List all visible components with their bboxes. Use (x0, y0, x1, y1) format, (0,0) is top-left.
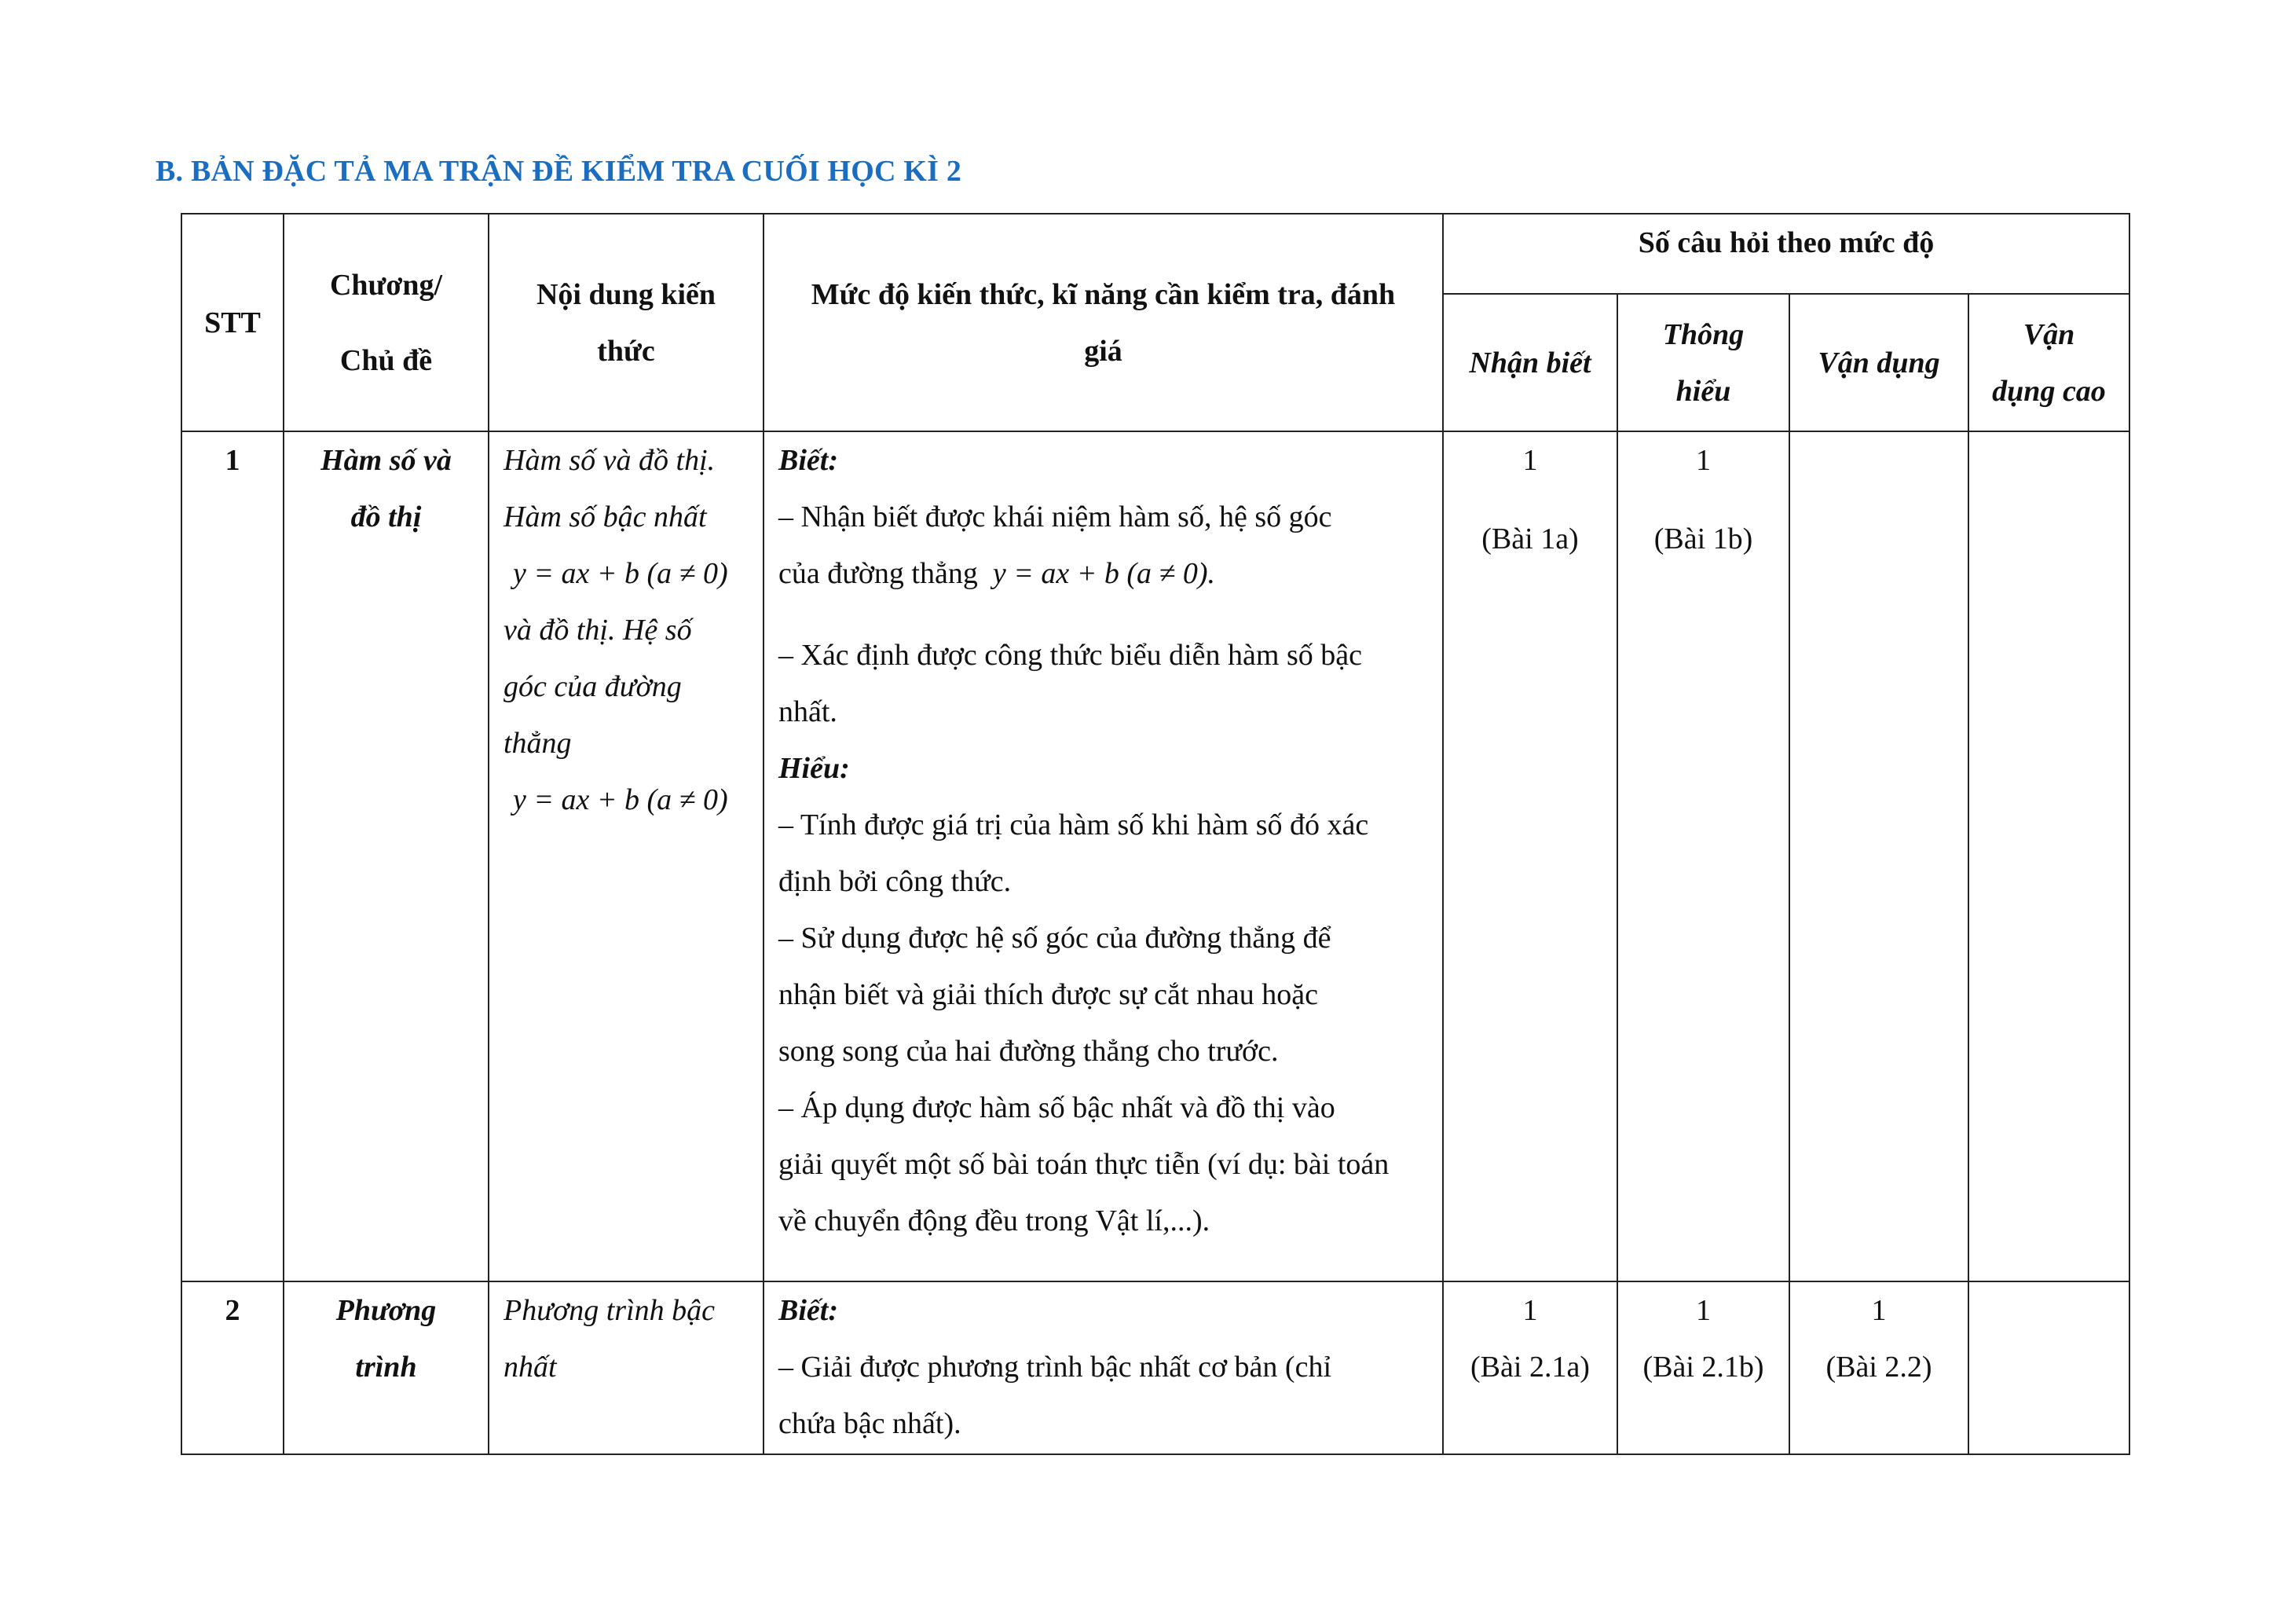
row-apply (1789, 1281, 1968, 1454)
row-content-line1: Phương trình bậc (504, 1294, 715, 1327)
row-chapter-line2: trình (355, 1351, 417, 1384)
header-apply (1789, 294, 1968, 431)
row-stt-value: 1 (225, 444, 240, 477)
row-content-formula2: y = ax + b (a ≠ 0) (513, 783, 728, 816)
understand-ref: (Bài 1b) (1653, 522, 1753, 555)
header-apply-high-line2: dụng cao (1992, 374, 2106, 408)
understand-count: 1 (1696, 444, 1711, 477)
header-question-count-label: Số câu hỏi theo mức độ (1638, 226, 1935, 259)
apply-ref: (Bài 2.2) (1825, 1351, 1932, 1384)
und-item-3a: – Áp dụng được hàm số bậc nhất và đồ thị vào (778, 1091, 1335, 1124)
row-chapter-line2: đồ thị (350, 500, 422, 533)
header-apply-high-line1: Vận (2023, 317, 2075, 351)
header-understand (1617, 294, 1789, 431)
row-chapter-line1: Phương (335, 1294, 437, 1327)
header-understand-line1: Thông (1662, 317, 1745, 351)
header-level-description-line1: Mức độ kiến thức, kĩ năng cần kiểm tra, đánh (811, 277, 1396, 311)
header-recognize (1443, 294, 1617, 431)
und-item-2b: nhận biết và giải thích được sự cắt nhau hoặc (778, 978, 1319, 1011)
row-recognize (1443, 431, 1617, 1281)
header-stt (181, 214, 284, 431)
spec-matrix-table (181, 213, 2130, 1455)
header-content-line1: Nội dung kiến (536, 277, 716, 311)
row-stt (181, 431, 284, 1281)
know-item-1a: – Giải được phương trình bậc nhất cơ bản (chỉ (778, 1351, 1332, 1384)
header-row-1 (181, 214, 2129, 294)
recognize-ref: (Bài 1a) (1481, 522, 1579, 555)
und-item-2a: – Sử dụng được hệ số góc của đường thẳng để (778, 922, 1331, 955)
row-apply (1789, 431, 1968, 1281)
und-item-3b: giải quyết một số bài toán thực tiễn (ví dụ: bài toán (778, 1148, 1390, 1181)
header-content (489, 214, 764, 431)
header-stt-label: STT (204, 306, 261, 339)
row-apply-high (1968, 431, 2129, 1281)
row-understand (1617, 431, 1789, 1281)
und-item-1b: định bởi công thức. (778, 865, 1012, 898)
header-level-description-line2: giá (1084, 334, 1122, 368)
know-label: Biết: (778, 444, 838, 477)
header-chapter (284, 214, 489, 431)
row-content-line3: và đồ thị. Hệ số (504, 614, 692, 647)
know-item-1-formula: y = ax + b (a ≠ 0). (992, 557, 1216, 590)
page-title: B. BẢN ĐẶC TẢ MA TRẬN ĐỀ KIỂM TRA CUỐI HỌC KÌ 2 (156, 155, 962, 188)
row-content (489, 1281, 764, 1454)
recognize-count: 1 (1522, 1294, 1538, 1327)
row-level-description (764, 431, 1443, 1281)
row-level-description (764, 1281, 1443, 1454)
header-chapter-line2: Chủ đề (339, 343, 433, 377)
und-item-1a: – Tính được giá trị của hàm số khi hàm số đó xác (778, 808, 1369, 841)
row-chapter (284, 1281, 489, 1454)
understand-label: Hiểu: (778, 752, 850, 785)
know-item-1b-text: của đường thẳng (778, 557, 978, 590)
row-content-line1: Hàm số và đồ thị. (504, 444, 716, 477)
recognize-count: 1 (1522, 444, 1538, 477)
row-content-formula: y = ax + b (a ≠ 0) (513, 557, 728, 590)
table-row (181, 431, 2129, 1281)
row-content-line2: Hàm số bậc nhất (504, 500, 707, 533)
header-understand-line2: hiểu (1675, 374, 1731, 408)
row-content-line5: thẳng (504, 727, 572, 760)
know-item-1a: – Nhận biết được khái niệm hàm số, hệ số góc (778, 500, 1332, 533)
row-chapter-line1: Hàm số và (320, 444, 452, 477)
row-understand (1617, 1281, 1789, 1454)
header-apply-label: Vận dụng (1818, 346, 1940, 379)
row-content (489, 431, 764, 1281)
understand-ref: (Bài 2.1b) (1642, 1351, 1764, 1384)
know-item-1b (778, 545, 1428, 602)
understand-count: 1 (1696, 1294, 1711, 1327)
header-content-line2: thức (597, 334, 655, 368)
row-apply-high (1968, 1281, 2129, 1454)
row-stt-value: 2 (225, 1294, 240, 1327)
und-item-3c: về chuyển động đều trong Vật lí,...). (778, 1204, 1210, 1237)
know-label: Biết: (778, 1294, 838, 1327)
row-content-line2: nhất (504, 1351, 557, 1384)
row-recognize (1443, 1281, 1617, 1454)
row-content-line4: góc của đường (504, 670, 682, 703)
know-item-1b: chứa bậc nhất). (778, 1407, 961, 1440)
know-item-2a: – Xác định được công thức biểu diễn hàm số bậc (778, 639, 1362, 672)
know-item-2b: nhất. (778, 695, 837, 728)
header-chapter-line1: Chương/ (329, 268, 443, 302)
header-apply-high (1968, 294, 2129, 431)
row-stt (181, 1281, 284, 1454)
header-level-description (764, 214, 1443, 431)
und-item-2c: song song của hai đường thẳng cho trước. (778, 1035, 1279, 1068)
row-chapter (284, 431, 489, 1281)
header-question-count (1443, 214, 2129, 294)
table-row (181, 1281, 2129, 1454)
apply-count: 1 (1871, 1294, 1887, 1327)
recognize-ref: (Bài 2.1a) (1470, 1351, 1590, 1384)
header-recognize-label: Nhận biết (1469, 346, 1591, 379)
